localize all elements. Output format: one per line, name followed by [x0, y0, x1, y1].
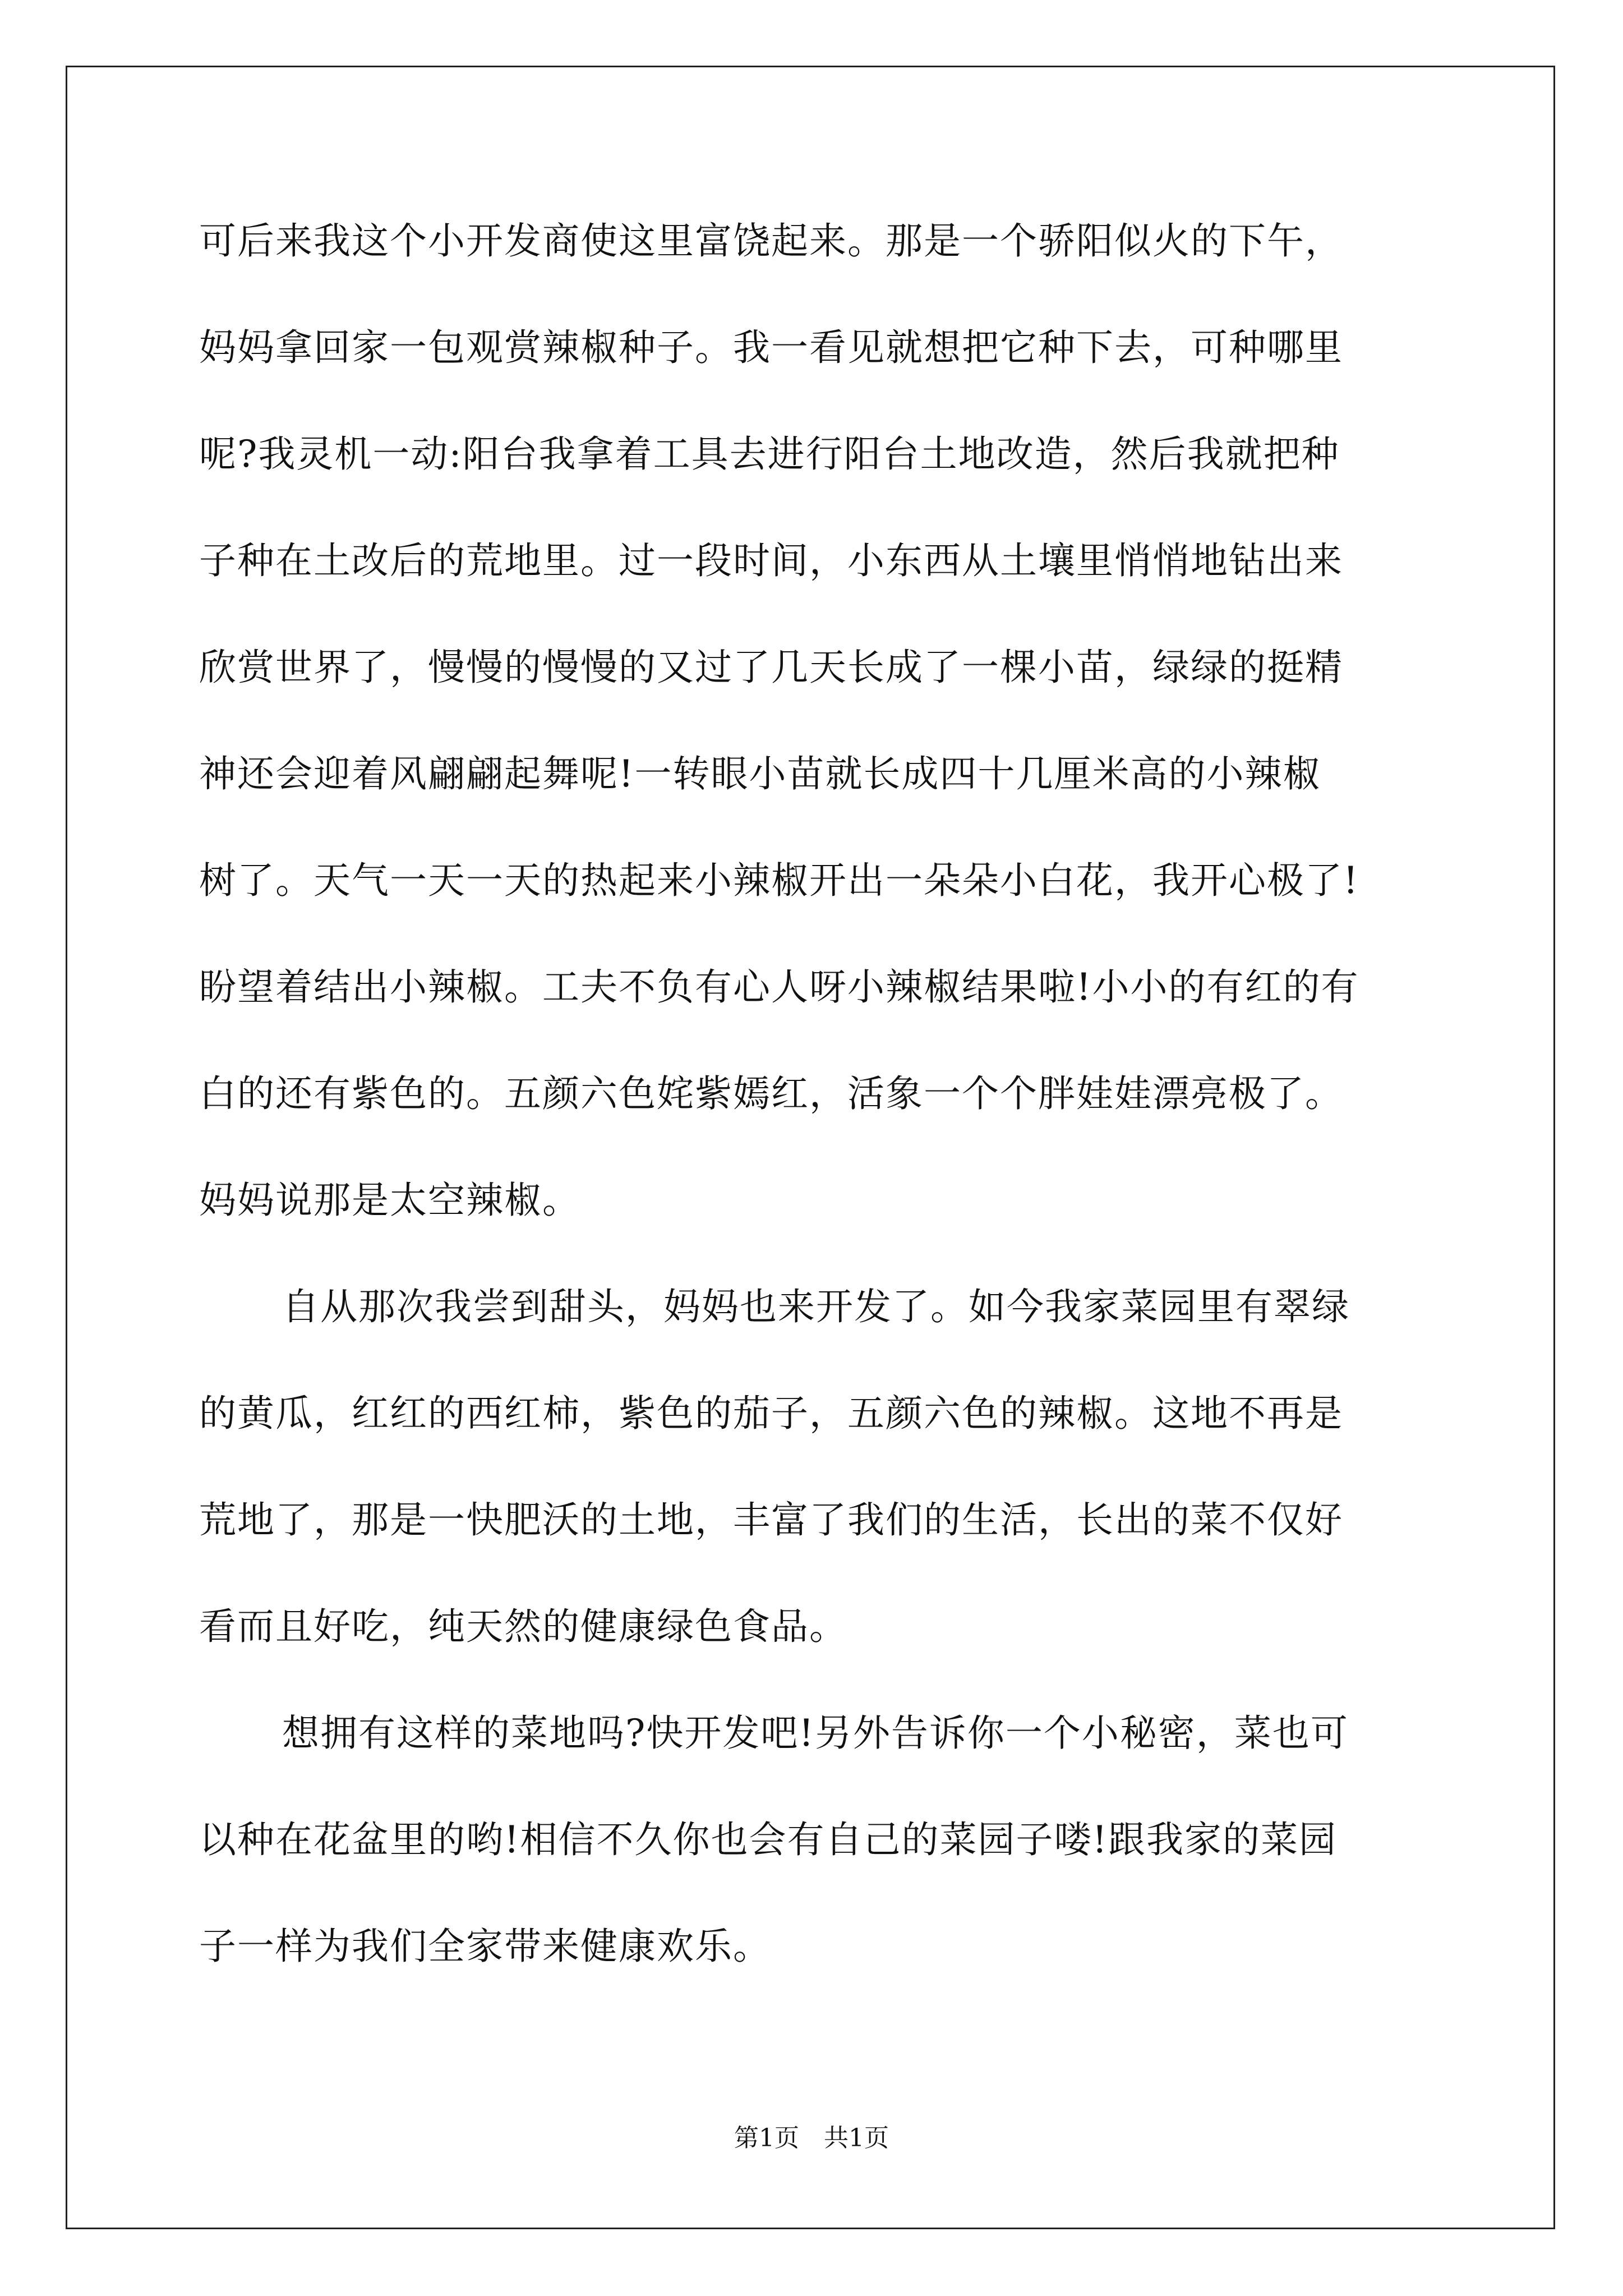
paragraph-start-line: 自从那次我尝到甜头，妈妈也来开发了。如今我家菜园里有翠绿	[282, 1285, 1350, 1328]
text-line: 可后来我这个小开发商使这里富饶起来。那是一个骄阳似火的下午，	[199, 219, 1343, 263]
text-line: 以种在花盆里的哟!相信不久你也会有自己的菜园子喽!跟我家的菜园	[199, 1818, 1338, 1861]
text-line: 欣赏世界了，慢慢的慢慢的又过了几天长成了一棵小苗，绿绿的挺精	[199, 646, 1343, 689]
text-line: 妈妈说那是太空辣椒。	[199, 1179, 580, 1222]
text-line: 妈妈拿回家一包观赏辣椒种子。我一看见就想把它种下去，可种哪里	[199, 326, 1343, 369]
document-body	[199, 210, 1433, 2022]
text-line: 树了。天气一天一天的热起来小辣椒开出一朵朵小白花，我开心极了!	[199, 859, 1359, 902]
text-line: 呢?我灵机一动:阳台我拿着工具去进行阳台土地改造，然后我就把种	[199, 432, 1340, 476]
text-line: 子一样为我们全家带来健康欢乐。	[199, 1925, 771, 1968]
text-line: 盼望着结出小辣椒。工夫不负有心人呀小辣椒结果啦!小小的有红的有	[199, 965, 1359, 1009]
page-number-footer: 第1页 共1页	[734, 2124, 889, 2152]
text-line: 的黄瓜，红红的西红柿，紫色的茄子，五颜六色的辣椒。这地不再是	[199, 1392, 1343, 1435]
text-line: 神还会迎着风翩翩起舞呢!一转眼小苗就长成四十几厘米高的小辣椒	[199, 752, 1321, 795]
text-line: 子种在土改后的荒地里。过一段时间，小东西从土壤里悄悄地钻出来	[199, 539, 1343, 582]
text-line: 白的还有紫色的。五颜六色姹紫嫣红，活象一个个胖娃娃漂亮极了。	[199, 1072, 1343, 1115]
paragraph-start-line: 想拥有这样的菜地吗?快开发吧!另外告诉你一个小秘密，菜也可	[282, 1711, 1349, 1755]
text-line: 荒地了，那是一快肥沃的土地，丰富了我们的生活，长出的菜不仅好	[199, 1498, 1343, 1542]
text-line: 看而且好吃，纯天然的健康绿色食品。	[199, 1605, 847, 1648]
